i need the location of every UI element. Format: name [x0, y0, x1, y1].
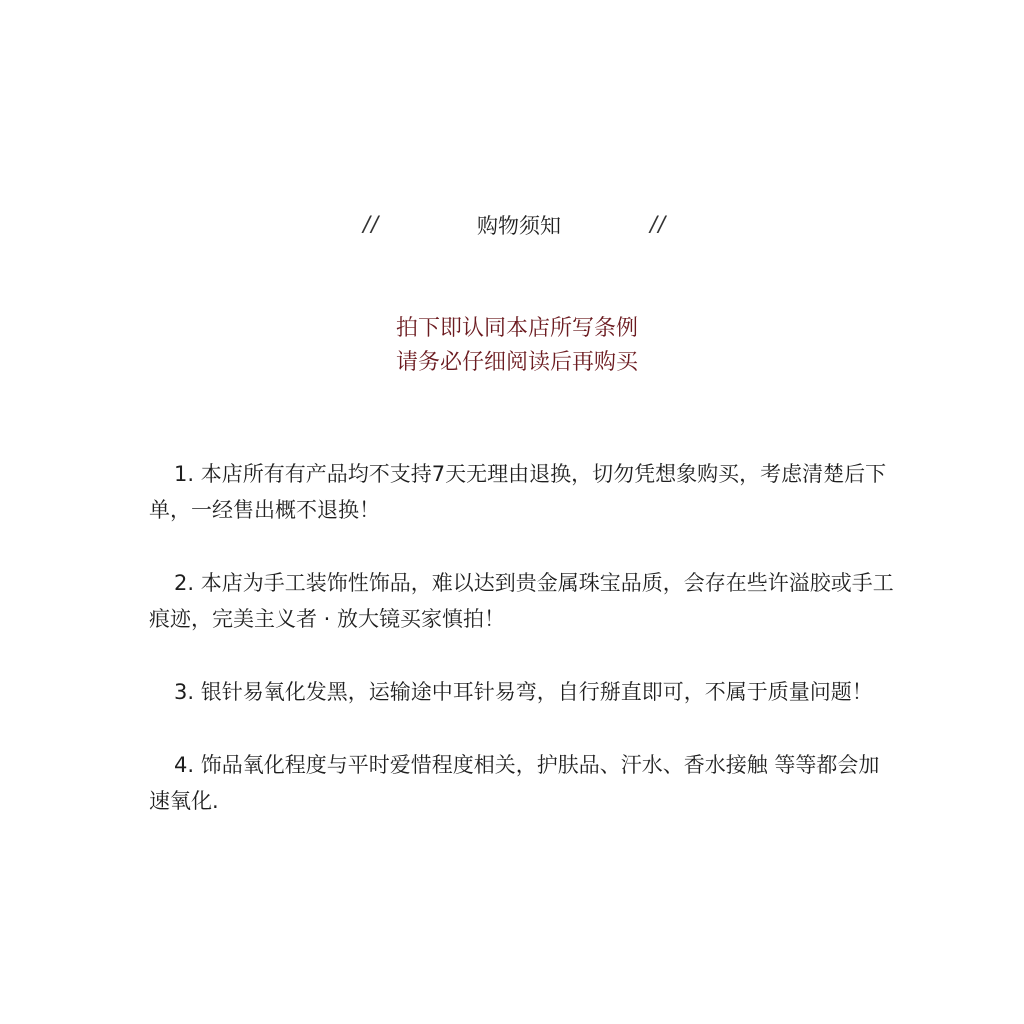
- rule-item-2: 2. 本店为手工装饰性饰品，难以达到贵金属珠宝品质，会存在些许溢胶或手工痕迹，完美主义者 · 放大镜买家慎拍！: [149, 571, 894, 631]
- rule-item-4: 4. 饰品氧化程度与平时爱惜程度相关，护肤品、汗水、香水接触 等等都会加速氧化.: [149, 753, 880, 813]
- rules-list: [149, 456, 894, 856]
- left-slash-mark: //: [363, 212, 380, 236]
- rule-item-1: 1. 本店所有有产品均不支持7天无理由退换，切勿凭想象购买，考虑清楚后下单，一经售出概不退换！: [149, 462, 887, 522]
- page-title: 购物须知: [477, 214, 561, 238]
- notice-line-1: 拍下即认同本店所写条例: [395, 316, 638, 341]
- rule-item-3: 3. 银针易氧化发黑，运输途中耳针易弯，自行掰直即可，不属于质量问题！: [174, 680, 873, 704]
- notice-block: [0, 312, 1024, 380]
- right-slash-mark: //: [650, 212, 667, 236]
- notice-line-2: 请务必仔细阅读后再购买: [395, 350, 638, 375]
- header-row: [0, 210, 1024, 242]
